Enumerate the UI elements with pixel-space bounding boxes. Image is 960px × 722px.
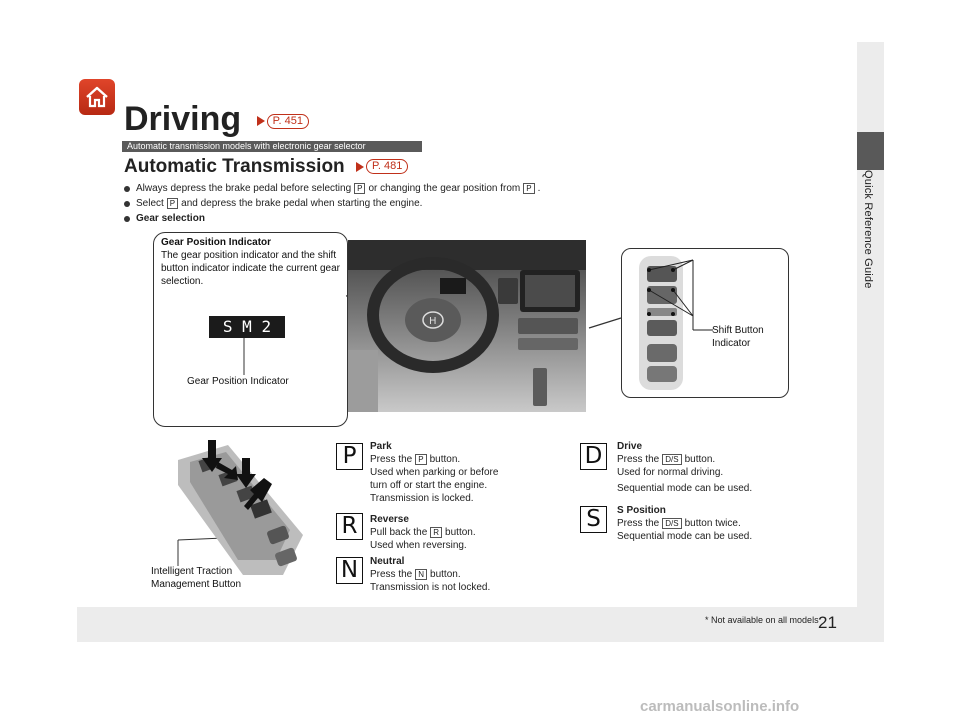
key-p: P [167, 198, 178, 209]
shift-button-indicator-label: Shift Button Indicator [712, 325, 764, 349]
bullet-item: Gear selection [124, 211, 540, 226]
gear-letter-park: P [336, 443, 363, 470]
footnote: * Not available on all models [705, 615, 819, 625]
section-title: Automatic Transmission P. 481 [124, 156, 408, 178]
key-ds: D/S [662, 518, 681, 529]
key-p: P [415, 454, 426, 465]
intelligent-traction-label: Intelligent Traction Management Button [151, 566, 242, 590]
gear-letter-reverse: R [336, 513, 363, 540]
subtitle-page-ref[interactable]: P. 481 [356, 159, 408, 174]
gear-reverse-description: Reverse Pull back the R button. Used when reversing. [370, 514, 476, 551]
dashboard-illustration [348, 240, 586, 412]
title-page-ref[interactable]: P. 451 [257, 114, 309, 129]
key-r: R [430, 527, 442, 538]
bullet-item: Always depress the brake pedal before selecting P or changing the gear position from P . [124, 181, 540, 196]
gear-console-illustration [168, 440, 313, 575]
gear-neutral-description: Neutral Press the N button. Transmission is not locked. [370, 556, 491, 593]
gear-indicator-title: Gear Position Indicator [161, 237, 272, 248]
sidebar-label: Quick Reference Guide [862, 170, 874, 289]
gear-position-display: S M 2 [209, 316, 285, 338]
gear-indicator-description: The gear position indicator and the shift button indicator indicate the current gear selection. [161, 250, 340, 287]
gear-letter-s: S [580, 506, 607, 533]
gear-park-description: Park Press the P button. Used when parking or before turn off or start the engine. Transmission is locked. [370, 441, 499, 504]
gear-s-description: S Position Press the D/S button twice. Sequential mode can be used. [617, 505, 753, 542]
key-p: P [354, 183, 365, 194]
bullet-item: Select P and depress the brake pedal when starting the engine. [124, 196, 540, 211]
svg-text:H: H [429, 316, 437, 327]
key-ds: D/S [662, 454, 681, 465]
gear-letter-neutral: N [336, 557, 363, 584]
watermark: carmanualsonline.info [640, 698, 800, 715]
page-number: 21 [818, 613, 837, 632]
key-n: N [415, 569, 427, 580]
key-p: P [523, 183, 534, 194]
model-banner: Automatic transmission models with electronic gear selector [122, 141, 422, 152]
gear-position-label: Gear Position Indicator [187, 376, 289, 387]
shift-button-panel [621, 248, 789, 398]
page-title-text: Driving [124, 100, 242, 138]
gear-letter-drive: D [580, 443, 607, 470]
gear-drive-description: Drive Press the D/S button. Used for normal driving. Sequential mode can be used. [617, 441, 753, 494]
